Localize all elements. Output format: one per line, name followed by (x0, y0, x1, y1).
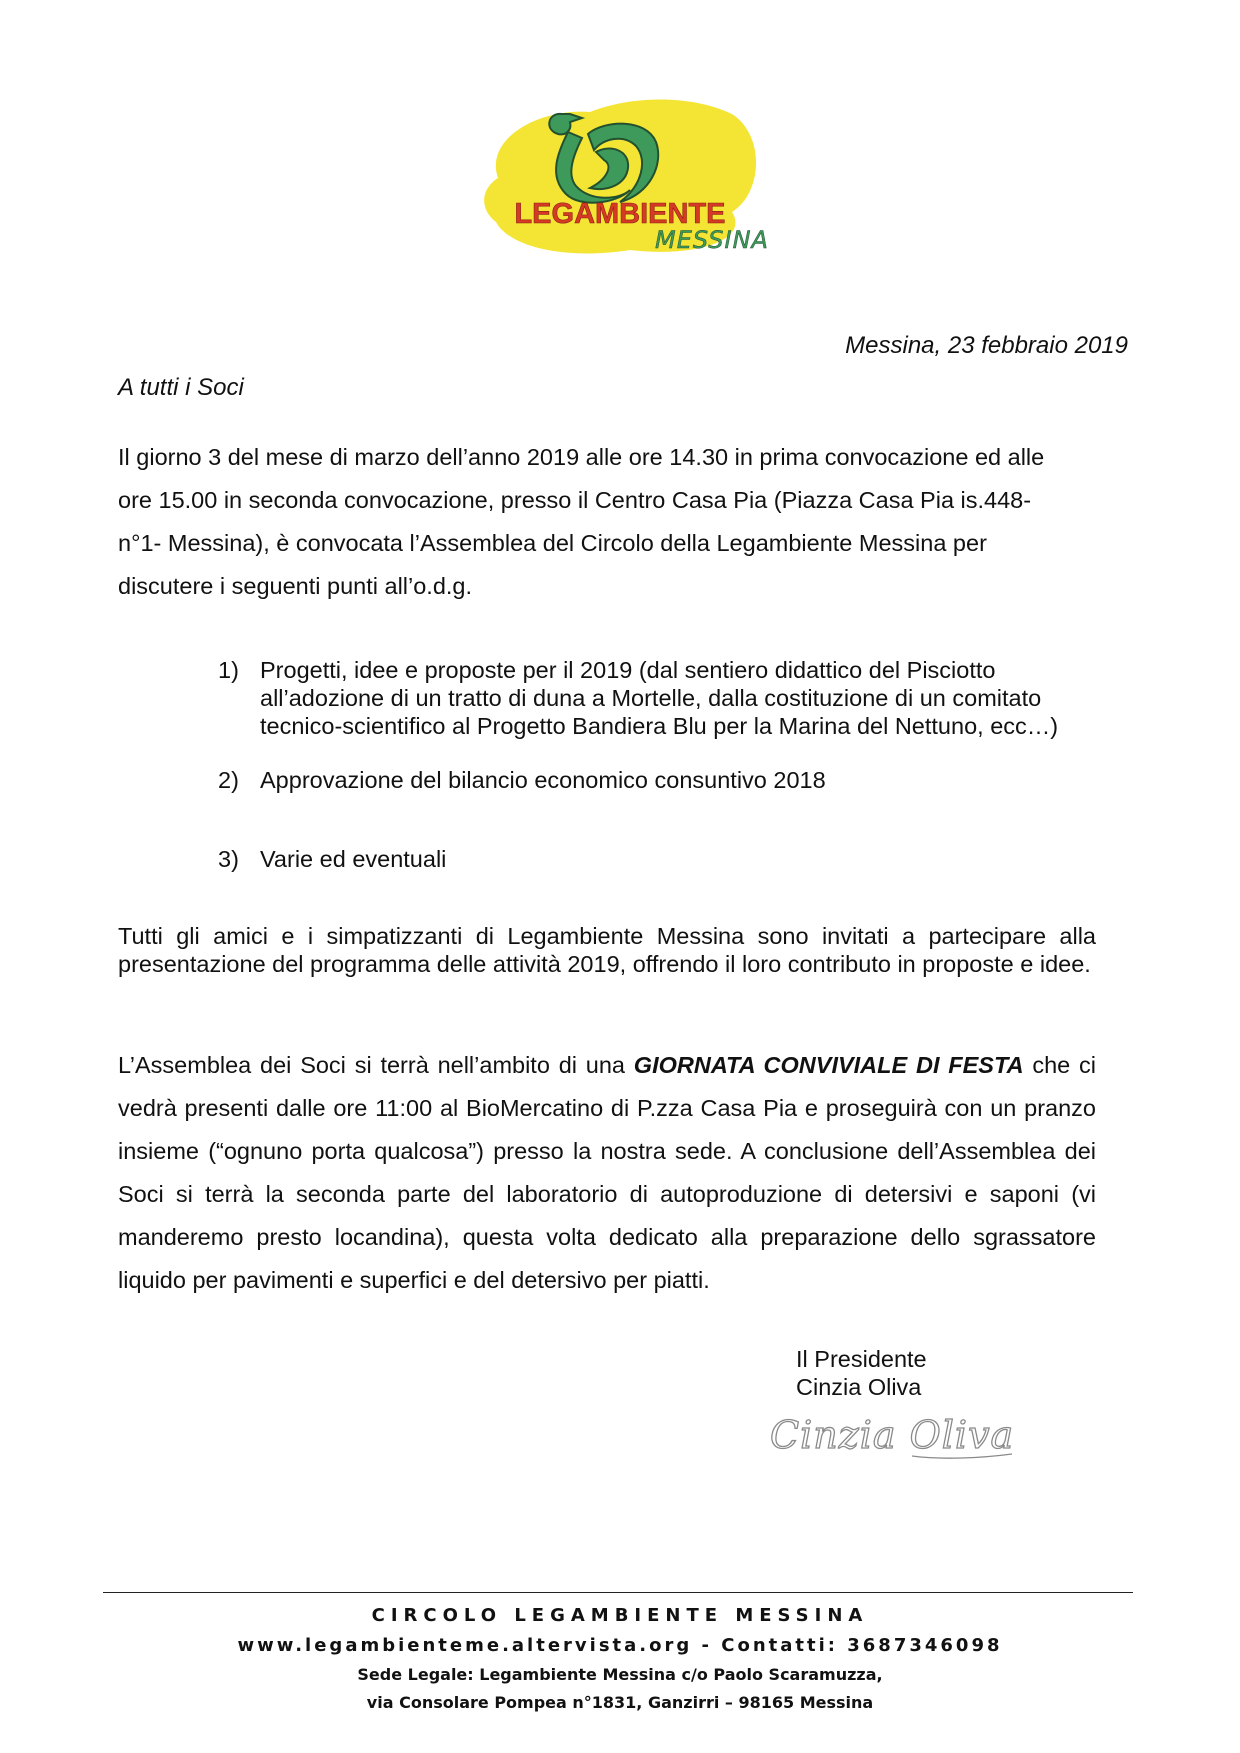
festa-text-before: L’Assemblea dei Soci si terrà nell’ambito di una (118, 1052, 634, 1078)
agenda-list (218, 656, 1118, 873)
footer-address-line: via Consolare Pompea n°1831, Ganzirri – 98165 Messina (366, 1693, 874, 1712)
footer-web-contacts: www.legambienteme.altervista.org - Contatti: 3687346098 (237, 1635, 1003, 1656)
footer-divider (103, 1592, 1133, 1593)
logo-name-sub: MESSINA (655, 226, 769, 254)
intro-line: Il giorno 3 del mese di marzo dell’anno 2019 alle ore 14.30 in prima convocazione ed alle (118, 444, 1045, 470)
agenda-item-text: Varie ed eventuali (260, 846, 447, 872)
signer-title: Il Presidente (796, 1346, 927, 1372)
legambiente-logo (470, 90, 770, 265)
handwritten-signature (762, 1402, 1020, 1468)
letter-recipients: A tutti i Soci (118, 374, 244, 401)
footer-org-name: CIRCOLO LEGAMBIENTE MESSINA (371, 1605, 869, 1626)
intro-paragraph (118, 436, 1096, 608)
agenda-item-text: Approvazione del bilancio economico consuntivo 2018 (260, 767, 826, 793)
signer-name: Cinzia Oliva (796, 1374, 922, 1400)
agenda-item-line: Progetti, idee e proposte per il 2019 (dal sentiero didattico del Pisciotto (260, 657, 996, 683)
invite-paragraph: Tutti gli amici e i simpatizzanti di Legambiente Messina sono invitati a partecipare alla presentazione del programma delle attività 2019, offrendo il loro contributo in proposte e idee. (118, 923, 1096, 977)
festa-paragraph (118, 1044, 1096, 1302)
swan-icon (549, 114, 658, 203)
agenda-item (218, 656, 1118, 740)
agenda-item-line: tecnico-scientifico al Progetto Bandiera Blu per la Marina del Nettuno, ecc…) (260, 713, 1059, 739)
agenda-item (218, 845, 1118, 873)
signature-text: Cinzia Oliva (770, 1413, 1015, 1457)
agenda-item-number: 2) (218, 767, 239, 793)
intro-line: ore 15.00 in seconda convocazione, presso il Centro Casa Pia (Piazza Casa Pia is.448- (118, 487, 1032, 513)
agenda-item-number: 3) (218, 846, 239, 872)
agenda-item (218, 766, 1118, 794)
agenda-item-number: 1) (218, 657, 239, 683)
festa-highlight: GIORNATA CONVIVIALE DI FESTA (633, 1052, 1024, 1078)
agenda-item-line: all’adozione di un tratto di duna a Mortelle, dalla costituzione di un comitato (260, 685, 1042, 711)
signature-block (796, 1345, 927, 1401)
letter-date: Messina, 23 febbraio 2019 (845, 332, 1128, 359)
intro-line: discutere i seguenti punti all’o.d.g. (118, 573, 473, 599)
intro-line: n°1- Messina), è convocata l’Assemblea del Circolo della Legambiente Messina per (118, 530, 987, 556)
logo-name-main: LEGAMBIENTE (514, 198, 726, 230)
agenda-item-text (260, 656, 1058, 740)
festa-text-after: che ci vedrà presenti dalle ore 11:00 al BioMercatino di P.zza Casa Pia e proseguirà con un pranzo insieme (“ognuno porta qualcosa”) presso la nostra sede. A conclusione dell’Assemblea dei Soci si terrà la seconda parte del laboratorio di autoproduzione di detersivi e saponi (vi manderemo presto locandina), questa volta dedicato alla preparazione dello sgrassatore liquido per pavimenti e superfici e del detersivo per piatti. (118, 1052, 1097, 1293)
footer-address-line: Sede Legale: Legambiente Messina c/o Paolo Scaramuzza, (357, 1665, 883, 1684)
